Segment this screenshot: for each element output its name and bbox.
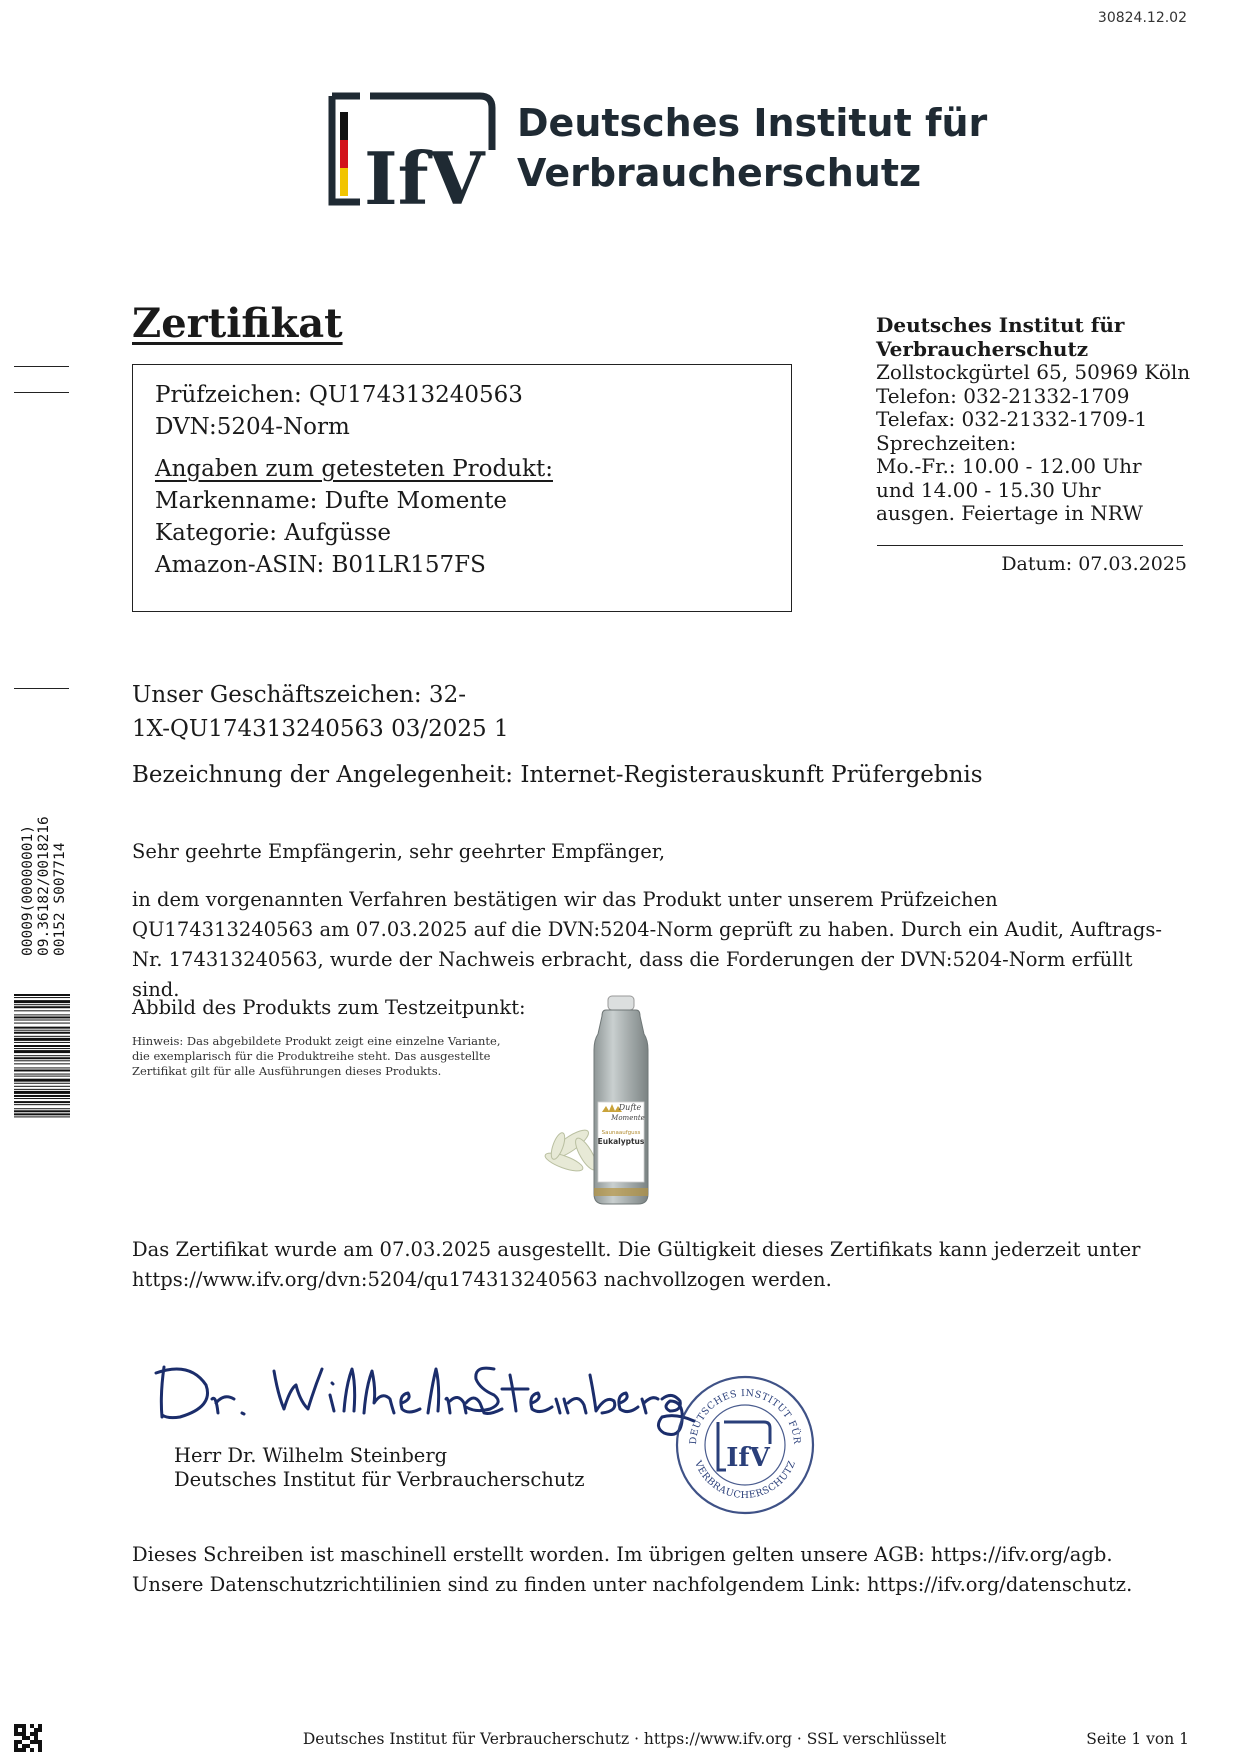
address-fax: Telefax: 032-21332-1709-1 [876,407,1148,431]
barcode-bar [14,1063,70,1064]
product-label-brand-2: Momente [611,1114,645,1122]
barcode-bar [14,1091,70,1094]
fold-mark [14,366,69,367]
barcode-bar [14,1004,70,1005]
reference-number [132,678,602,746]
seal-top-text: DEUTSCHES INSTITUT FÜR [687,1387,803,1445]
disclaimer: Dieses Schreiben ist maschinell erstellt worden. Im übrigen gelten unsere AGB: https://ifv.org/agb. Unsere Datenschutzrichtilinien sind zu finden unter nachfolgendem Link: https://ifv.org/datenschutz. [132,1543,1133,1596]
barcode-bar [14,1023,70,1024]
barcode-bar [14,994,70,996]
address-phone: Telefon: 032-21332-1709 [876,383,1130,408]
barcode-bar [14,1000,70,1003]
vertical-tracking-codes [18,778,70,956]
eucalyptus-leaves [543,1126,600,1175]
barcode-bar [14,1020,70,1021]
page-number: Seite 1 von 1 [1086,1730,1189,1748]
barcode-bar [14,1104,70,1105]
signer-organization: Deutsches Institut für Verbraucherschutz [174,1468,585,1491]
seal-logo: IfV [726,1443,770,1473]
signer-block [174,1444,585,1492]
norm: DVN:5204-Norm [155,414,350,440]
seal-bottom-text: VERBRAUCHERSCHUTZ [691,1459,799,1502]
amazon-asin: Amazon-ASIN: B01LR157FS [155,552,486,578]
product-image [540,994,680,1208]
barcode-bar [14,1060,70,1061]
product-label-brand-1: Dufte [618,1103,642,1112]
qr-module [18,1748,22,1752]
product-label-type: Saunaaufguss [601,1130,641,1136]
document-id: 30824.12.02 [1097,10,1187,26]
barcode-bar [14,1076,70,1077]
barcode-bar [14,1032,70,1034]
qr-module [22,1724,26,1728]
qr-module [22,1748,26,1752]
qr-module [30,1748,34,1752]
document-date: Datum: 07.03.2025 [1001,553,1187,575]
institute-address [876,314,1196,526]
hours-label: Sprechzeiten: [876,430,1017,455]
barcode-bar [14,1113,70,1115]
qr-module [38,1748,42,1752]
fold-mark [14,392,69,393]
barcode-bar [14,1038,70,1041]
salutation: Sehr geehrte Empfängerin, sehr geehrter Empfänger, [132,840,666,863]
address-divider [877,545,1183,546]
barcode-bar [14,1067,70,1068]
product-heading: Angaben zum getesteten Produkt: [155,456,553,482]
fold-mark [14,688,69,689]
institute-name-line2: Verbraucherschutz [517,151,922,195]
barcode-bar [14,1045,70,1047]
institute-name [517,98,987,198]
address-name-line1: Deutsches Institut für [876,313,1125,337]
hours-line2: und 14.00 - 15.30 Uhr [876,477,1101,502]
institute-name-line1: Deutsches Institut für [517,101,988,145]
address-name-line2: Verbraucherschutz [876,336,1089,361]
barcode-bar [14,1116,70,1117]
letter-body: in dem vorgenannten Verfahren bestätigen wir das Produkt unter unserem Prüfzeichen QU174313240563 am 07.03.2025 auf die DVN:5204-Norm geprüft zu haben. Durch ein Audit, Auftrags-Nr. 174313240563, wurde der Nachweis erbracht, dass die Forderungen der DVN:5204-Norm erfüllt sind. [132,888,1162,1001]
hours-line3: ausgen. Feiertage in NRW [876,501,1143,525]
certificate-title: Zertifikat [132,300,343,347]
barcode-bar [14,1074,70,1075]
handwritten-signature [150,1355,700,1445]
qr-module [38,1724,42,1728]
hours-line1: Mo.-Fr.: 10.00 - 12.00 Uhr [876,454,1142,478]
svg-text:DEUTSCHES INSTITUT FÜR [688,1388,802,1445]
validity-statement: Das Zertifikat wurde am 07.03.2025 ausgestellt. Die Gültigkeit dieses Zertifikats kann jederzeit unter https://www.ifv.org/dvn:5204/qu174313240563 nachvollzogen werden. [132,1238,1141,1291]
barcode-bar [14,1110,70,1112]
barcode-bar [14,1089,70,1090]
barcode-bar [14,1098,70,1099]
barcode-bar [14,1030,70,1031]
logo-wordmark: IfV [364,136,485,212]
certificate-info-box [132,364,792,612]
barcode-bar [14,1048,70,1049]
qr-module [30,1724,34,1728]
barcode-bar [14,1086,70,1087]
barcode-bar [14,997,70,998]
barcode [14,994,70,1240]
pruefzeichen: Prüfzeichen: QU174313240563 [155,382,523,408]
brand-name: Markenname: Dufte Momente [155,488,508,514]
tracking-code-2: 09.36182/0018216 [36,816,52,956]
signer-name: Herr Dr. Wilhelm Steinberg [174,1444,448,1467]
barcode-bar [14,1083,70,1084]
tracking-code-3: 00152 S007714 [52,842,68,956]
barcode-bar [14,1036,70,1037]
product-label-scent: Eukalyptus [597,1137,645,1146]
footer-text: Deutsches Institut für Verbraucherschutz · https://www.ifv.org · SSL verschlüsselt [302,1730,947,1748]
qr-module [14,1748,18,1752]
barcode-bar [14,1010,70,1011]
barcode-bar [14,1050,70,1053]
official-seal [674,1374,816,1516]
barcode-bar [14,1108,70,1109]
category: Kategorie: Aufgüsse [155,520,392,546]
barcode-bar [14,1101,70,1103]
barcode-bar [14,1069,70,1071]
reference-line1: Unser Geschäftszeichen: 32- [132,682,466,708]
barcode-bar [14,1006,70,1008]
barcode-bar [14,1027,70,1029]
product-image-label: Abbild des Produkts zum Testzeitpunkt: [132,996,526,1019]
reference-line2: 1X-QU174313240563 03/2025 1 [132,716,509,742]
qr-module [14,1724,18,1728]
product-image-note: Hinweis: Das abgebildete Produkt zeigt eine einzelne Variante, die exemplarisch für die Produktreihe steht. Das ausgestellte Zertifikat gilt für alle Ausführungen dieses Produkts. [132,1034,501,1078]
barcode-bar [14,1095,70,1097]
barcode-bar [14,1057,70,1059]
barcode-bar [14,1055,70,1056]
tracking-code-1: 00009(00000001) [20,825,36,956]
barcode-bar [14,1016,70,1018]
address-street: Zollstockgürtel 65, 50969 Köln [876,360,1191,384]
barcode-bar [14,1079,70,1082]
barcode-bar [14,1042,70,1043]
qr-module [18,1724,22,1728]
matter-description: Bezeichnung der Angelegenheit: Internet-Registerauskunft Prüfergebnis [132,762,983,788]
barcode-bar [14,1014,70,1015]
